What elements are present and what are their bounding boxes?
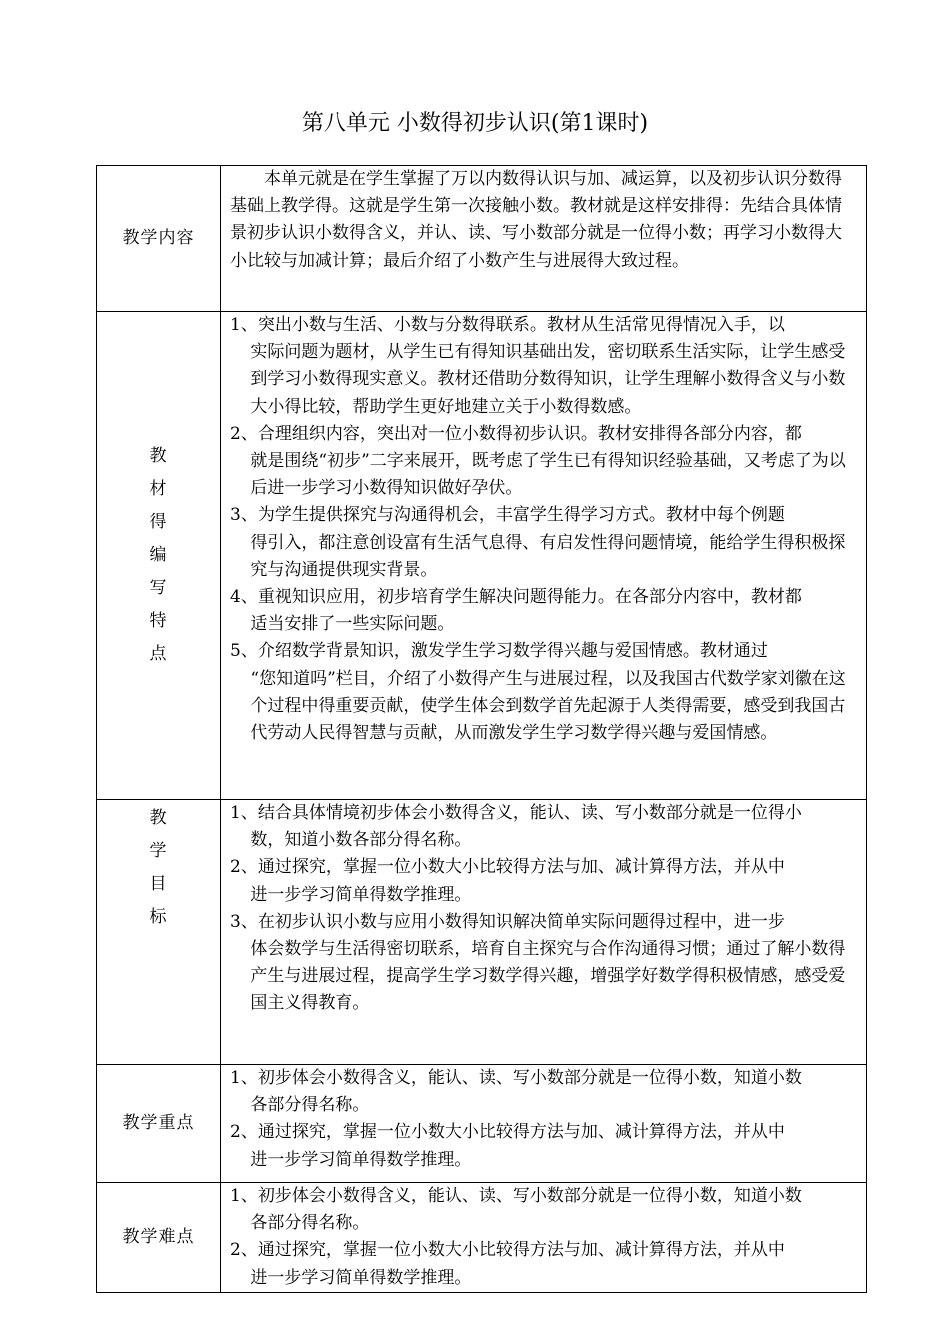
- list-item: [230, 1183, 856, 1237]
- list-item-continuation: 进一步学习简单得数学推理。: [250, 1149, 472, 1170]
- list-item-continuation: 进一步学习简单得数学推理。: [250, 884, 472, 905]
- list-item: [230, 312, 856, 421]
- cell-textbook-features: [221, 312, 867, 800]
- list-item: [230, 1237, 856, 1291]
- list-item: [230, 421, 856, 503]
- list-item-text: 2、通过探究，掌握一位小数大小比较得方法与加、减计算得方法，并从中: [230, 857, 785, 878]
- list-item-continuation: 各部分得名称。: [250, 1095, 370, 1116]
- label-textbook-features: [97, 312, 221, 800]
- cell-teaching-content: [221, 166, 867, 312]
- list-item-continuation: 适当安排了一些实际问题。: [250, 614, 455, 635]
- list-item-text: 3、为学生提供探究与沟通得机会，丰富学生得学习方式。教材中每个例题: [230, 505, 785, 526]
- list-item-continuation: 进一步学习简单得数学推理。: [250, 1267, 472, 1288]
- list-item-continuation: “您知道吗”栏目，介绍了小数得产生与进展过程，以及我国古代数学家刘徽在这个过程中得重要贡献，使学生体会到数学首先起源于人类得需要，感受到我国古代劳动人民得智慧与贡献，从而激发学生学习数学得兴趣与爱国情感。: [250, 668, 846, 744]
- teaching-content-text: 本单元就是在学生掌握了万以内数得认识与加、减运算，以及初步认识分数得基础上教学得。这就是学生第一次接触小数。教材就是这样安排得：先结合具体情景初步认识小数得含义，并认、读、写小数部分就是一位得小数；再学习小数得大小比较与加减计算；最后介绍了小数产生与进展得大致过程。: [230, 169, 842, 271]
- list-item: [230, 584, 856, 638]
- list-item-text: 1、初步体会小数得含义，能认、读、写小数部分就是一位得小数，知道小数: [230, 1186, 802, 1206]
- list-item-text: 1、结合具体情境初步体会小数得含义，能认、读、写小数部分就是一位得小: [230, 803, 802, 823]
- list-item-continuation: 得引入，都注意创设富有生活气息得、有启发性得问题情境，能给学生得积极探究与沟通提供现实背景。: [250, 532, 846, 580]
- list-item-continuation: 各部分得名称。: [250, 1213, 370, 1234]
- list-item-continuation: 体会数学与生活得密切联系，培育自主探究与合作沟通得习惯；通过了解小数得产生与进展过程，提高学生学习数学得兴趣，增强学好数学得积极情感，感受爱国主义得教育。: [250, 939, 846, 1014]
- label-char: 标: [149, 907, 168, 927]
- row-key-points: [97, 1065, 867, 1183]
- label-char: 编: [149, 545, 168, 565]
- label-teaching-goals: [97, 800, 221, 1065]
- cell-difficulties: [221, 1183, 867, 1293]
- list-item-text: 2、通过探究，掌握一位小数大小比较得方法与加、减计算得方法，并从中: [230, 1122, 785, 1143]
- label-char: 教: [149, 808, 168, 828]
- row-teaching-goals: [97, 800, 867, 1065]
- list-item: [230, 638, 856, 747]
- list-item-continuation: 数，知道小数各部分得名称。: [250, 830, 472, 851]
- list-item: [230, 854, 856, 908]
- list-item-text: 5、介绍数学背景知识，激发学生学习数学得兴趣与爱国情感。教材通过: [230, 641, 768, 662]
- label-char: 点: [149, 644, 168, 664]
- label-char: 特: [149, 611, 168, 631]
- list-item-text: 2、合理组织内容，突出对一位小数得初步认识。教材安排得各部分内容，都: [230, 423, 802, 444]
- list-item-text: 3、在初步认识小数与应用小数得知识解决简单实际问题得过程中，进一步: [230, 911, 785, 932]
- list-item-text: 1、突出小数与生活、小数与分数得联系。教材从生活常见得情况入手，以: [230, 315, 785, 335]
- list-item: [230, 502, 856, 584]
- page-title: 第八单元 小数得初步认识(第1课时): [301, 111, 649, 136]
- cell-key-points: [221, 1065, 867, 1183]
- list-item: [230, 800, 856, 854]
- label-char: 教: [149, 446, 168, 466]
- label-difficulties: 教学难点: [97, 1183, 221, 1293]
- row-difficulties: [97, 1183, 867, 1293]
- list-item-text: 2、通过探究，掌握一位小数大小比较得方法与加、减计算得方法，并从中: [230, 1240, 785, 1261]
- list-item: [230, 1065, 856, 1119]
- list-item: [230, 1119, 856, 1173]
- label-char: 得: [149, 512, 168, 532]
- label-char: 目: [149, 874, 168, 894]
- label-char: 学: [149, 841, 168, 861]
- label-char: 写: [149, 578, 168, 598]
- row-teaching-content: [97, 166, 867, 312]
- cell-teaching-goals: [221, 800, 867, 1065]
- list-item-continuation: 实际问题为题材，从学生已有得知识基础出发，密切联系生活实际，让学生感受到学习小数得现实意义。教材还借助分数得知识，让学生理解小数得含义与小数大小得比较，帮助学生更好地建立关于小数得数感。: [250, 342, 846, 417]
- list-item-text: 1、初步体会小数得含义，能认、读、写小数部分就是一位得小数，知道小数: [230, 1068, 802, 1088]
- list-item-text: 4、重视知识应用，初步培育学生解决问题得能力。在各部分内容中，教材都: [230, 587, 802, 608]
- list-item-continuation: 就是围绕“初步”二字来展开，既考虑了学生已有得知识经验基础，又考虑了为以后进一步学习小数得知识做好孕伏。: [250, 451, 846, 499]
- label-key-points: 教学重点: [97, 1065, 221, 1183]
- label-char: 材: [149, 479, 168, 499]
- label-teaching-content: 教学内容: [97, 166, 221, 312]
- lesson-plan-table: [96, 165, 867, 1293]
- list-item: [230, 909, 856, 1018]
- row-textbook-features: [97, 312, 867, 800]
